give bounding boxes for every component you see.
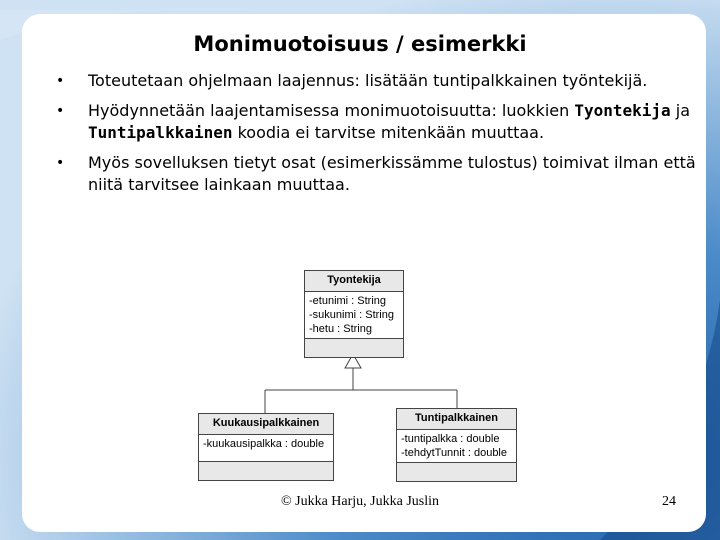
code-class-name: Tuntipalkkainen — [88, 123, 233, 142]
uml-class-tyontekija — [304, 270, 404, 358]
uml-attributes — [305, 292, 403, 339]
slide-title: Monimuotoisuus / esimerkki — [193, 32, 527, 56]
bullet-text: ja — [670, 101, 691, 120]
bullet-text: Hyödynnetään laajentamisessa monimuotoisuutta: luokkien — [88, 101, 575, 120]
uml-attributes — [397, 430, 516, 463]
code-class-name: Tyontekija — [574, 101, 671, 120]
bullet-marker: • — [56, 73, 65, 89]
bullet-text: Toteutetaan ohjelmaan laajennus: lisätään tuntipalkkainen työntekijä. — [88, 71, 648, 90]
page-number: 24 — [662, 494, 676, 509]
uml-class-name: Tyontekija — [305, 271, 403, 292]
uml-class-name: Tuntipalkkainen — [397, 409, 516, 430]
uml-operations — [305, 339, 403, 357]
uml-operations — [199, 462, 333, 481]
bullet-text: Myös sovelluksen tietyt osat (esimerkissämme tulostus) toimivat ilman että niitä tarvitsee lainkaan muuttaa. — [88, 153, 696, 194]
uml-class-name: Kuukausipalkkainen — [199, 414, 333, 435]
bullet-text: koodia ei tarvitse mitenkään muuttaa. — [232, 123, 545, 142]
footer-copyright: © Jukka Harju, Jukka Juslin — [280, 494, 439, 509]
uml-attribute: -sukunimi : String — [309, 309, 394, 321]
uml-class-tuntipalkkainen — [396, 408, 517, 482]
uml-attribute: -tuntipalkka : double — [401, 433, 500, 445]
uml-operations — [397, 463, 516, 481]
uml-attribute: -etunimi : String — [309, 295, 387, 307]
uml-attributes — [199, 435, 333, 462]
uml-attribute: -tehdytTunnit : double — [401, 447, 507, 459]
bullet-marker: • — [56, 103, 65, 119]
bullet-marker: • — [56, 155, 65, 171]
uml-class-kuukausipalkkainen — [198, 413, 334, 481]
uml-attribute: -hetu : String — [309, 323, 372, 335]
uml-attribute: -kuukausipalkka : double — [203, 438, 325, 450]
